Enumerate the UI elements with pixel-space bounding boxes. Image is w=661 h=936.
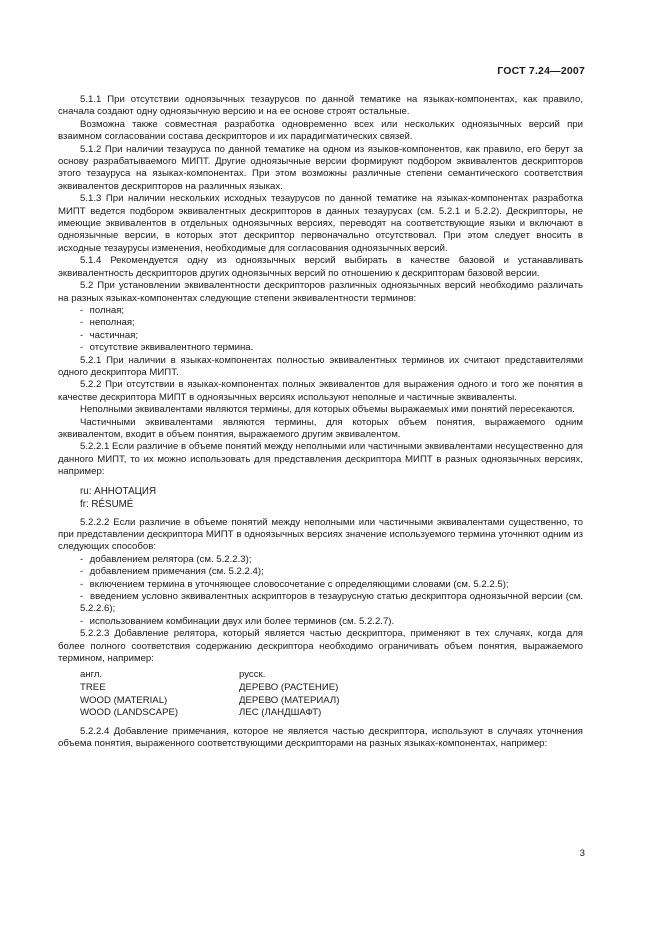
column-header-russian: русск. (239, 669, 266, 681)
list-item: - использованием комбинации двух или более терминов (см. 5.2.2.7). (80, 615, 395, 627)
paragraph-incomplete-equivalents: Неполными эквивалентами являются термины, для которых объемы выражаемых ими понятий пересекаются. (80, 404, 575, 416)
list-dash: - (80, 329, 84, 341)
document-header: ГОСТ 7.24—2007 (497, 65, 585, 77)
paragraph-joint-development: Возможна также совместная разработка одновременно всех или нескольких одноязычных версий при взаимном согласовании состава дескрипторов и их парадигматических связей. (58, 118, 583, 143)
paragraph-5-2: 5.2 При установлении эквивалентности дескрипторов различных одноязычных версий необходимо различать на разных языках-компонентах следующие степени эквивалентности терминов: (58, 280, 583, 304)
paragraph-5-1-1: 5.1.1 При отсутствии одноязычных тезаурусов по данной тематике на языках-компонентах, как правило, сначала создают одну одноязычную версию и на ее основе строят остальные. (58, 94, 583, 118)
list-item: - отсутствие эквивалентного термина. (80, 342, 254, 354)
list-dash: - (80, 615, 84, 627)
list-dash: - (80, 317, 84, 329)
table-cell: WOOD (LANDSCAPE) (80, 707, 179, 719)
list-dash: - (80, 342, 84, 354)
list-item: - добавлением релятора (см. 5.2.2.3); (80, 553, 252, 565)
page-number: 3 (579, 848, 585, 859)
list-item: - частичная; (80, 329, 139, 341)
paragraph-partial-equivalents: Частичными эквивалентами являются термины, для которых объем понятия, выражаемого одним эквивалентом, входит в объем понятия, выражаемого другим эквивалентом. (58, 416, 583, 440)
table-cell: ДЕРЕВО (МАТЕРИАЛ) (239, 694, 340, 706)
example-ru-term: ru: АННОТАЦИЯ (80, 485, 157, 497)
list-dash: - (80, 591, 84, 603)
paragraph-5-1-4: 5.1.4 Рекомендуется одну из одноязычных версий выбирать в качестве базовой и устанавливать эквивалентность дескрипторов других одноязычных версий по отношению к дескрипторам базовой версии. (58, 255, 583, 279)
table-cell: ДЕРЕВО (РАСТЕНИЕ) (239, 682, 339, 694)
list-item: - введением условно эквивалентных аскрипторов в тезаурусную статью дескриптора одноязычной версии (см. 5.2.2.6); (80, 591, 583, 615)
list-item: - добавлением примечания (см. 5.2.2.4); (80, 566, 264, 578)
list-item: - полная; (80, 304, 125, 316)
list-item: - включением термина в уточняющее словосочетание с определяющими словами (см. 5.2.2.5); (80, 578, 509, 590)
list-dash: - (80, 553, 84, 565)
table-row (80, 707, 339, 720)
table-header-row (80, 669, 339, 682)
example-relator-table (80, 669, 339, 719)
paragraph-5-1-3: 5.1.3 При наличии нескольких исходных тезаурусов по данной тематике на языках-компонентах разработка МИПТ ведется подбором эквивалентных дескрипторов в данных тезаурусах (см. 5.2.1 и 5.2.2). Дескрипторы, не имеющие эквивалентов в отдельных одноязычных версиях, переводят на соответствующие языки и включают в одноязычные версии, в которых этот дескриптор первоначально отсутствовал. При этом следует вносить в исходные тезаурусы изменения, необходимые для согласования одноязычных версий. (58, 193, 583, 254)
clarification-method-list (58, 554, 583, 628)
paragraph-5-1-2: 5.1.2 При наличии тезауруса по данной тематике на одном из языков-компонентов, как правило, его берут за основу разрабатываемого МИПТ. Другие одноязычные версии формируют подбором эквивалентов дескрипторов этого тезауруса на языках-компонентах. При этом возможны различные степени семантического соответствия эквивалентов дескрипторов на различных языках. (58, 143, 583, 192)
paragraph-5-2-2-1: 5.2.2.1 Если различие в объеме понятий между неполными или частичными эквивалентами несущественно для данного МИПТ, то их можно использовать для представления дескриптора МИПТ в разных одноязычных версиях, например: (58, 441, 583, 478)
table-cell: WOOD (MATERIAL) (80, 694, 168, 706)
list-dash: - (80, 304, 84, 316)
list-dash: - (80, 566, 84, 578)
paragraph-5-2-2-2: 5.2.2.2 Если различие в объеме понятий между неполными или частичными эквивалентами существенно, то при представлении дескриптора МИПТ в одноязычных версиях значение используемого термина уточняют одним из следующих способов: (58, 516, 583, 553)
list-item: - неполная; (80, 317, 135, 329)
column-header-english: англ. (80, 669, 103, 681)
table-cell: TREE (80, 682, 106, 694)
equivalence-degree-list (58, 305, 583, 355)
list-dash: - (80, 578, 84, 590)
document-body (58, 94, 583, 751)
paragraph-5-2-2-4: 5.2.2.4 Добавление примечания, которое не является частью дескриптора, используют в случаях уточнения объема понятия, выраженного соответствующими дескрипторами на разных языках-компонентах, например: (58, 725, 583, 750)
example-fr-term: fr: RÉSUMÉ (80, 498, 134, 510)
example-annotation-resume (80, 485, 583, 511)
paragraph-5-2-2-3: 5.2.2.3 Добавление релятора, который является частью дескриптора, применяют в тех случаях, когда для более полного соответствия содержанию дескриптора необходимо ограничивать объем понятия, выражаемого термином, например: (58, 628, 583, 665)
table-row (80, 695, 339, 708)
table-row (80, 682, 339, 695)
table-cell: ЛЕС (ЛАНДШАФТ) (239, 707, 322, 719)
paragraph-5-2-1: 5.2.1 При наличии в языках-компонентах полностью эквивалентных терминов их считают представителями одного дескриптора МИПТ. (58, 354, 583, 378)
paragraph-5-2-2: 5.2.2 При отсутствии в языках-компонентах полных эквивалентов для выражения одного и того же понятия в качестве дескриптора МИПТ в одноязычных версиях используют неполные и частичные эквиваленты. (58, 379, 583, 403)
